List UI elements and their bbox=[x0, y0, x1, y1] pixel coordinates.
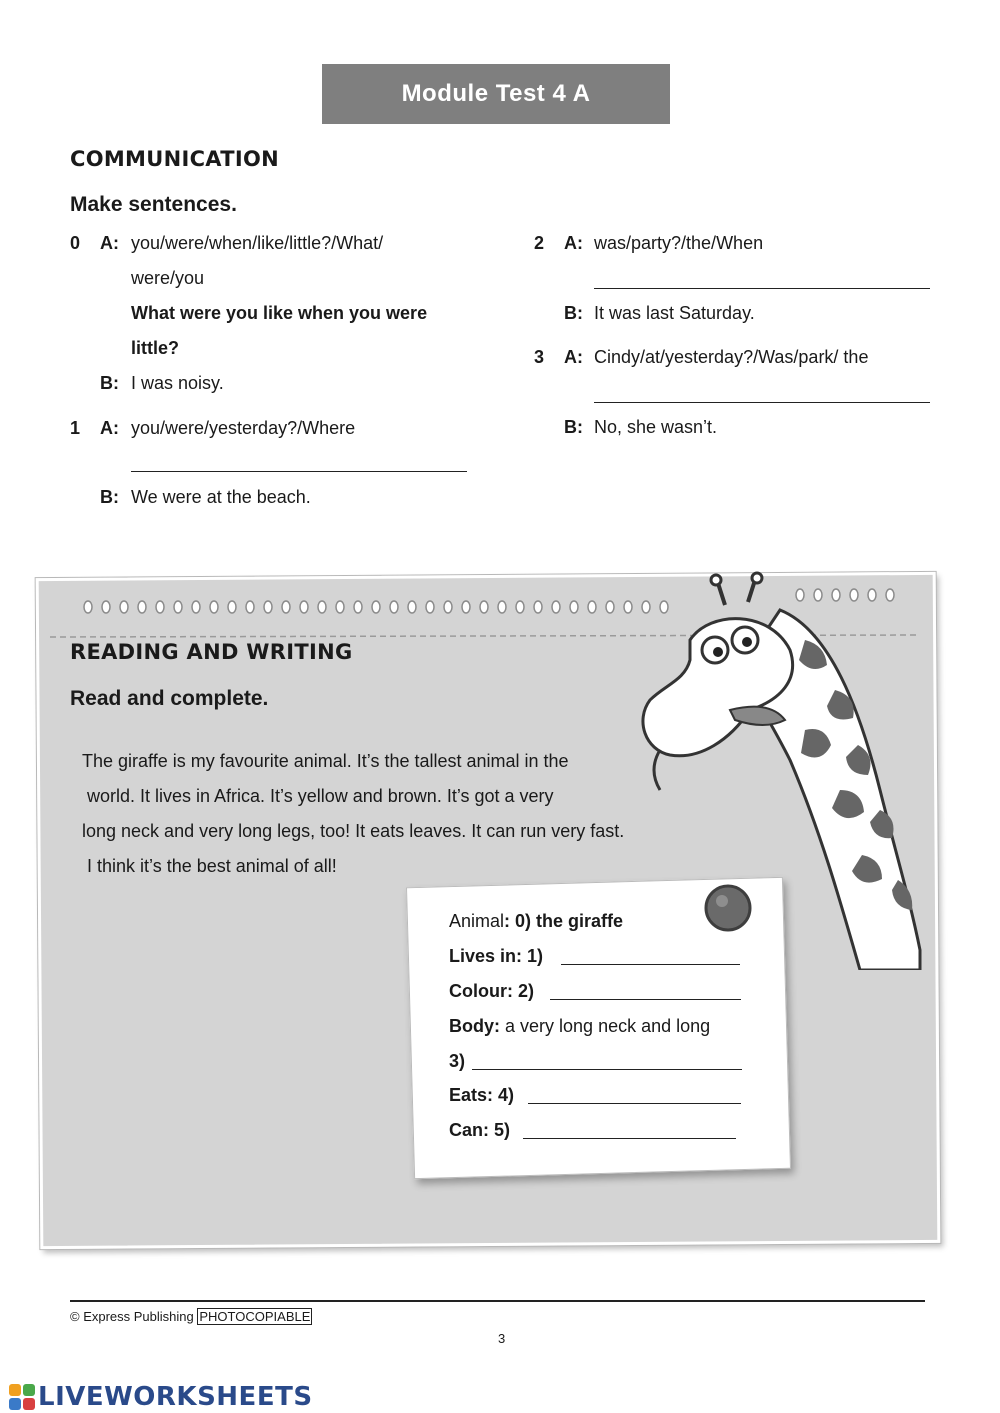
passage-line-3: long neck and very long legs, too! It eats leaves. It can run very fast. bbox=[82, 821, 625, 841]
item-3-number: 3 bbox=[534, 347, 545, 367]
liveworksheets-logo[interactable] bbox=[8, 1382, 313, 1412]
passage-line-4: I think it’s the best animal of all! bbox=[87, 856, 337, 876]
item-0-response: I was noisy. bbox=[131, 373, 224, 393]
footer-copyright bbox=[70, 1309, 312, 1324]
photocopiable-badge: PHOTOCOPIABLE bbox=[199, 1309, 311, 1324]
footer-divider bbox=[70, 1300, 925, 1302]
note-colour-label: Colour: 2) bbox=[449, 981, 534, 1001]
passage-line-2: world. It lives in Africa. It’s yellow and brown. It’s got a very bbox=[87, 786, 554, 806]
item-2-a-label: A: bbox=[564, 233, 583, 253]
item-0-prompt-line2: were/you bbox=[131, 268, 205, 288]
item-2-number: 2 bbox=[534, 233, 545, 253]
note-colour-blank[interactable] bbox=[550, 999, 741, 1000]
pushpin-icon bbox=[700, 880, 756, 936]
item-1-b-label: B: bbox=[100, 487, 119, 507]
note-body-label: Body: bbox=[449, 1016, 500, 1036]
item-1-prompt: you/were/yesterday?/Where bbox=[131, 418, 356, 438]
item-3-answer-blank[interactable] bbox=[594, 402, 930, 403]
item-0-b-label: B: bbox=[100, 373, 119, 393]
item-3-a-label: A: bbox=[564, 347, 583, 367]
item-0-answer-line1: What were you like when you were bbox=[131, 303, 428, 323]
item-0-a-label: A: bbox=[100, 233, 119, 253]
item-3-b-label: B: bbox=[564, 417, 583, 437]
liveworksheets-logo-text: LIVEWORKSHEETS bbox=[38, 1382, 313, 1412]
page-number: 3 bbox=[498, 1331, 506, 1346]
footer-publisher: © Express Publishing bbox=[70, 1309, 194, 1324]
communication-instruction: Make sentences. bbox=[70, 193, 237, 216]
item-1-number: 1 bbox=[70, 418, 81, 438]
note-eats-label: Eats: 4) bbox=[449, 1085, 515, 1105]
item-2-prompt: was/party?/the/When bbox=[594, 233, 764, 253]
note-eats-blank[interactable] bbox=[528, 1103, 741, 1104]
note-item3-blank[interactable] bbox=[472, 1069, 742, 1070]
item-0-prompt-line1: you/were/when/like/little?/What/ bbox=[131, 233, 384, 253]
note-animal-answer: : 0) the giraffe bbox=[504, 911, 624, 931]
module-title: Module Test 4 A bbox=[322, 64, 670, 124]
item-1-a-label: A: bbox=[100, 418, 119, 438]
item-1-response: We were at the beach. bbox=[131, 487, 311, 507]
note-can-label: Can: 5) bbox=[449, 1120, 511, 1140]
item-3-prompt: Cindy/at/yesterday?/Was/park/ the bbox=[594, 347, 869, 367]
note-can-blank[interactable] bbox=[523, 1138, 736, 1139]
passage-line-1: The giraffe is my favourite animal. It’s the tallest animal in the bbox=[82, 751, 569, 771]
item-2-response: It was last Saturday. bbox=[594, 303, 755, 323]
note-lives-label: Lives in: 1) bbox=[449, 946, 544, 966]
item-0-answer-line2: little? bbox=[131, 338, 179, 358]
note-animal-label: Animal bbox=[449, 911, 505, 931]
item-1-answer-blank[interactable] bbox=[131, 471, 467, 472]
item-2-answer-blank[interactable] bbox=[594, 288, 930, 289]
note-item3-label: 3) bbox=[449, 1051, 466, 1071]
note-animal-row bbox=[449, 911, 623, 931]
liveworksheets-logo-icon bbox=[8, 1383, 36, 1411]
note-lives-blank[interactable] bbox=[561, 964, 740, 965]
item-3-response: No, she wasn’t. bbox=[594, 417, 718, 437]
item-2-b-label: B: bbox=[564, 303, 583, 323]
note-body-row bbox=[449, 1016, 710, 1036]
note-body-text: a very long neck and long bbox=[505, 1016, 711, 1036]
communication-heading: COMMUNICATION bbox=[70, 147, 279, 171]
reading-heading: READING AND WRITING bbox=[70, 640, 353, 664]
item-0-number: 0 bbox=[70, 233, 81, 253]
reading-instruction: Read and complete. bbox=[70, 687, 269, 710]
